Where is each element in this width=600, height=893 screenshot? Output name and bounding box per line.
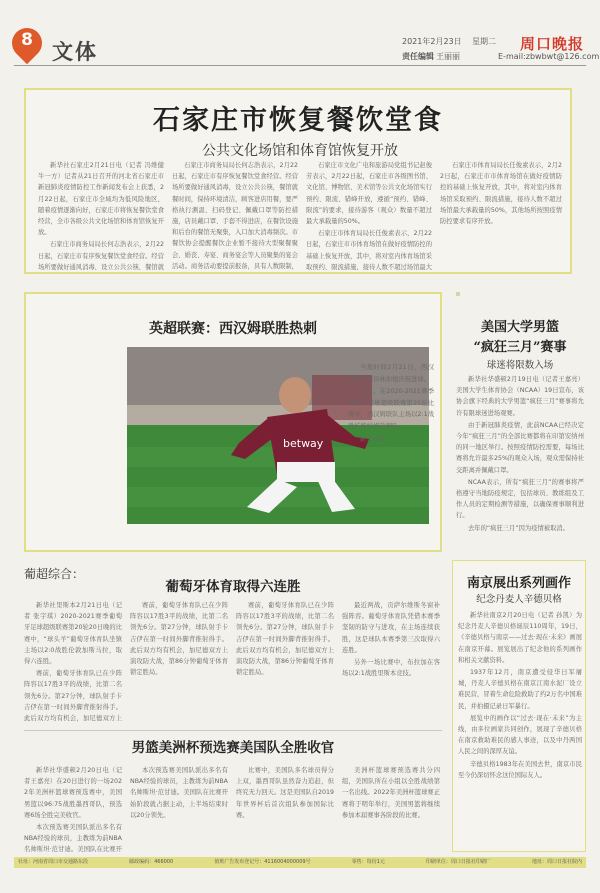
footer-postcode: 邮政编码：466000 [129,859,174,865]
portugal-column-1: 新华社里斯本2月21日电（记者 张宇琪）2020-2021赛季葡萄牙足球超级联赛第20轮20日晚的比赛中，“球头羊”葡萄牙体育队坐镇主场以2:0战胜伦敦加斯马拉，取得六连胜。 赛前，葡萄牙体育队已在少阵阵容以17胜3平的战绩，比第二名领先6分。第27分钟，球队射手卡吉伊在第一时间外脚背推射得手。此后双方均有机会，加尼德双方上 [24,602,122,723]
lead-column-2: 石家庄市商务局局长何志浩表示，2月22日起，石家庄市有序恢复餐饮堂食经营。经营场所要做好通风消毒，设立公共公筷，餐馆就餐时间，保持环境清洁，顾客进店用餐，要严格执行测温、扫码登记、佩戴口罩等防控措施，店员戴口罩、手套不得进店，在餐饮设施和后台的餐馆无聚集，入口加大消毒频次。市餐饮协会提醒餐饮企业暂不接待大型聚餐聚会、婚丧、寿宴、商务宴会等人员聚集的宴会活动。商务活动要提前报备，具有人数限制， [172,162,298,270]
football-headline: 英超联赛：西汉姆联胜热刺 [149,321,317,337]
column-marker [456,292,460,296]
ncaa-headline-line2: “疯狂三月”赛事 [473,340,567,355]
footer-printer-address: 地址：周口日报社院内 [531,859,582,865]
exhibition-article-body: 新华社南京2月20日电（记者 孙凯）为纪念丹麦人辛德贝格诞辰110周年，19日，《辛德贝格与南京——过去·现在·未来》画展在南京开幕。展览展出了纪念他的系列画作和相关文献资料。 1937年12月，南京遭受侵华日军屠城，丹麦人辛德贝格在南京江南水泥厂设立难民营，冒着生命危险救助了约2万名中国难民，并拍摄记录日军暴行。 展览中的画作以“过去·现在·未来”为主线，由多位画家共同创作，展现了辛德贝格在南京救助难民的感人事迹，以及中丹两国人民之间的深厚友谊。 辛德贝格1983年在美国去世，南京市民至今仍深切怀念这位国际友人。 [458,612,582,779]
editor-name: 王丽丽 [436,52,460,61]
footer-address: 社址：河南省周口市交通路东段 [18,859,89,865]
ncaa-article-body: 新华社华盛顿2月19日电（记者王嘉亮）美国大学生体育协会（NCAA）19日宣布，该协会旗下经典的大学男篮“疯狂三月”赛事将允许有限球迷进场观赛。 由于新冠肺炎疫情，此前NCAA已经决定今年“疯狂三月”的全部比赛都将在印第安纳州的同一地区举行。按照疫情防控需要，每场比赛将允许最多25%的观众入场，观众需保持社交距离并佩戴口罩。 NCAA表示，所有“疯狂三月”的赛事将严格遵守当地防疫规定，包括球员、教练组及工作人员的定期检测等措施，以确保赛事顺利进行。 去年的“疯狂三月”因为疫情被取消。 [456,376,584,532]
lead-column-1: 新华社石家庄2月21日电（记者 冯维健 牛一方）记者从21日召开的河北省石家庄市新冠肺炎疫情防控工作新闻发布会上获悉，2月22日起，石家庄市全域均为低风险地区，随着疫情逐渐向好，石家庄市将恢复餐饮堂食经营，全市各级公共文化场馆和体育馆恢复开放。 石家庄市商务局局长何志浩表示，2月22日起，石家庄市有序恢复餐饮堂食经营。经营场所要做好通风消毒，设立公共公筷，餐馆就 [38,162,164,270]
article-divider [24,730,442,731]
footer-printer: 印刷单位：周口日报社印刷厂 [425,859,491,865]
photo-caption: 当地时间2月21日，西汉姆联队球员林加德庆祝进球。 当日，在2020-2021赛季英格兰足球超级联赛第25轮比赛中，西汉姆联队主场以2:1战胜托特纳姆热刺队。 新华社发 [348,364,434,443]
portugal-column-4: 最近两战，贡萨尔维斯冬窗补强阵容。葡萄牙体育队凭借本赛季坚韧的防守与进攻，在主场连续获胜，这是球队本赛季第三次取得六连胜。 另外一场比赛中，布拉加在客场以2:1战胜里斯本竞技。 [342,602,440,678]
imprint-footer [14,857,586,868]
ncaa-headline-line1: 美国大学男篮 [480,320,559,335]
section-kicker: 葡超综合： [24,567,85,581]
basketball-column-4: 美洲杯篮球赛预选赛共分四组，美国队所在小组以全胜战绩第一名出线。2022年美洲杯篮球赛正赛将于明年举行，美国男篮将继续参加本届赛事各阶段的比赛。 [342,767,440,819]
basketball-headline: 男篮美洲杯预选赛美国队全胜收官 [131,740,335,756]
section-title: 文体 [52,39,98,64]
portugal-column-2: 赛前，葡萄牙体育队已在少阵阵容以17胜3平的战绩，比第二名领先6分。第27分钟，球队射手卡吉伊在第一时间外脚背推射得手。此后双方均有机会，加尼德双方上演攻防大战，第86分钟葡萄牙体育锁定胜局。 [130,602,228,677]
basketball-column-3: 比赛中，美国队多名球员得分上双，墨西哥队虽然奋力追赶，但终究无力回天。这是美国队自2019年世界杯后首次组队参加国际比赛。 [236,767,334,819]
lead-subheadline: 公共文化场馆和体育馆恢复开放 [202,143,398,159]
header-divider [14,65,586,66]
page-number: 8 [21,30,33,50]
issue-date: 2021年2月23日 [402,37,462,46]
newspaper-logo: 周口晚报 [520,35,585,53]
basketball-column-2: 本次预选赛美国队派出多名有NBA经验的球员，主教练为前NBA名帅斯坦·范甘迪。美国队在比赛开始阶段就占据主动，上半场结束时以20分领先。 [130,767,228,819]
issue-weekday: 星期二 [472,37,496,46]
footer-ad-license: 值班广告发布登记号：4116004000009号 [214,859,311,865]
lead-headline: 石家庄市恢复餐饮堂食 [153,105,443,136]
exhibition-headline: 南京展出系列画作 [466,576,571,591]
lead-column-3: 石家庄市文化广电和旅游局党组书记赵俊芳表示，2月22日起，石家庄市各级图书馆、文化馆、博物馆、美术馆等公共文化场馆实行预约、限流、错峰开放，遵循“预约、错峰、限流”的要求，接待游客（观众）数量不超过最大承载量的50%。 石家庄市体育局局长任俊素表示，2月22日起，石家庄市市体育场馆在做好疫情防控的基础上恢复开放，其中，将对室内体育场馆采取预约、限流措施，接待人数不超过场馆最大 [306,162,432,270]
portugal-headline: 葡萄牙体育取得六连胜 [165,579,301,595]
jersey-sponsor: betway [283,437,324,450]
exhibition-subheadline: 纪念丹麦人辛德贝格 [476,594,562,605]
ncaa-subheadline: 球迷将限数入场 [486,360,554,371]
basketball-column-1: 新华社华盛顿2月20日电（记者王嘉亮）在20日进行的一场2022年美洲杯篮球赛预选赛中，美国男篮以96:75战胜墨西哥队，预选赛6场全胜完美收官。 本次预选赛美国队派出多名有NBA经验的球员，主教练为前NBA名帅斯坦·范甘迪。美国队在比赛开 [24,767,122,853]
portugal-column-3: 赛前，葡萄牙体育队已在少阵阵容以17胜3平的战绩，比第二名领先6分。第27分钟，球队射手卡吉伊在第一时间外脚背推射得手。此后双方均有机会，加尼德双方上演攻防大战，第86分钟葡萄牙体育锁定胜局。 [236,602,334,677]
footer-price: 零售：每份1元 [351,859,385,865]
editor-label: 责任编辑 [402,52,434,61]
editor-email: E-mail:zbwbwt@126.com [498,52,600,61]
lead-column-4: 石家庄市体育局局长任俊素表示，2月22日起，石家庄市市体育场馆在做好疫情防控的基础上恢复开放，其中，将对室内体育场馆采取预约、限流措施，接待人数不超过场馆最大承载量的50%，其他场所按照疫情防控要求有序开放。 [440,162,562,226]
